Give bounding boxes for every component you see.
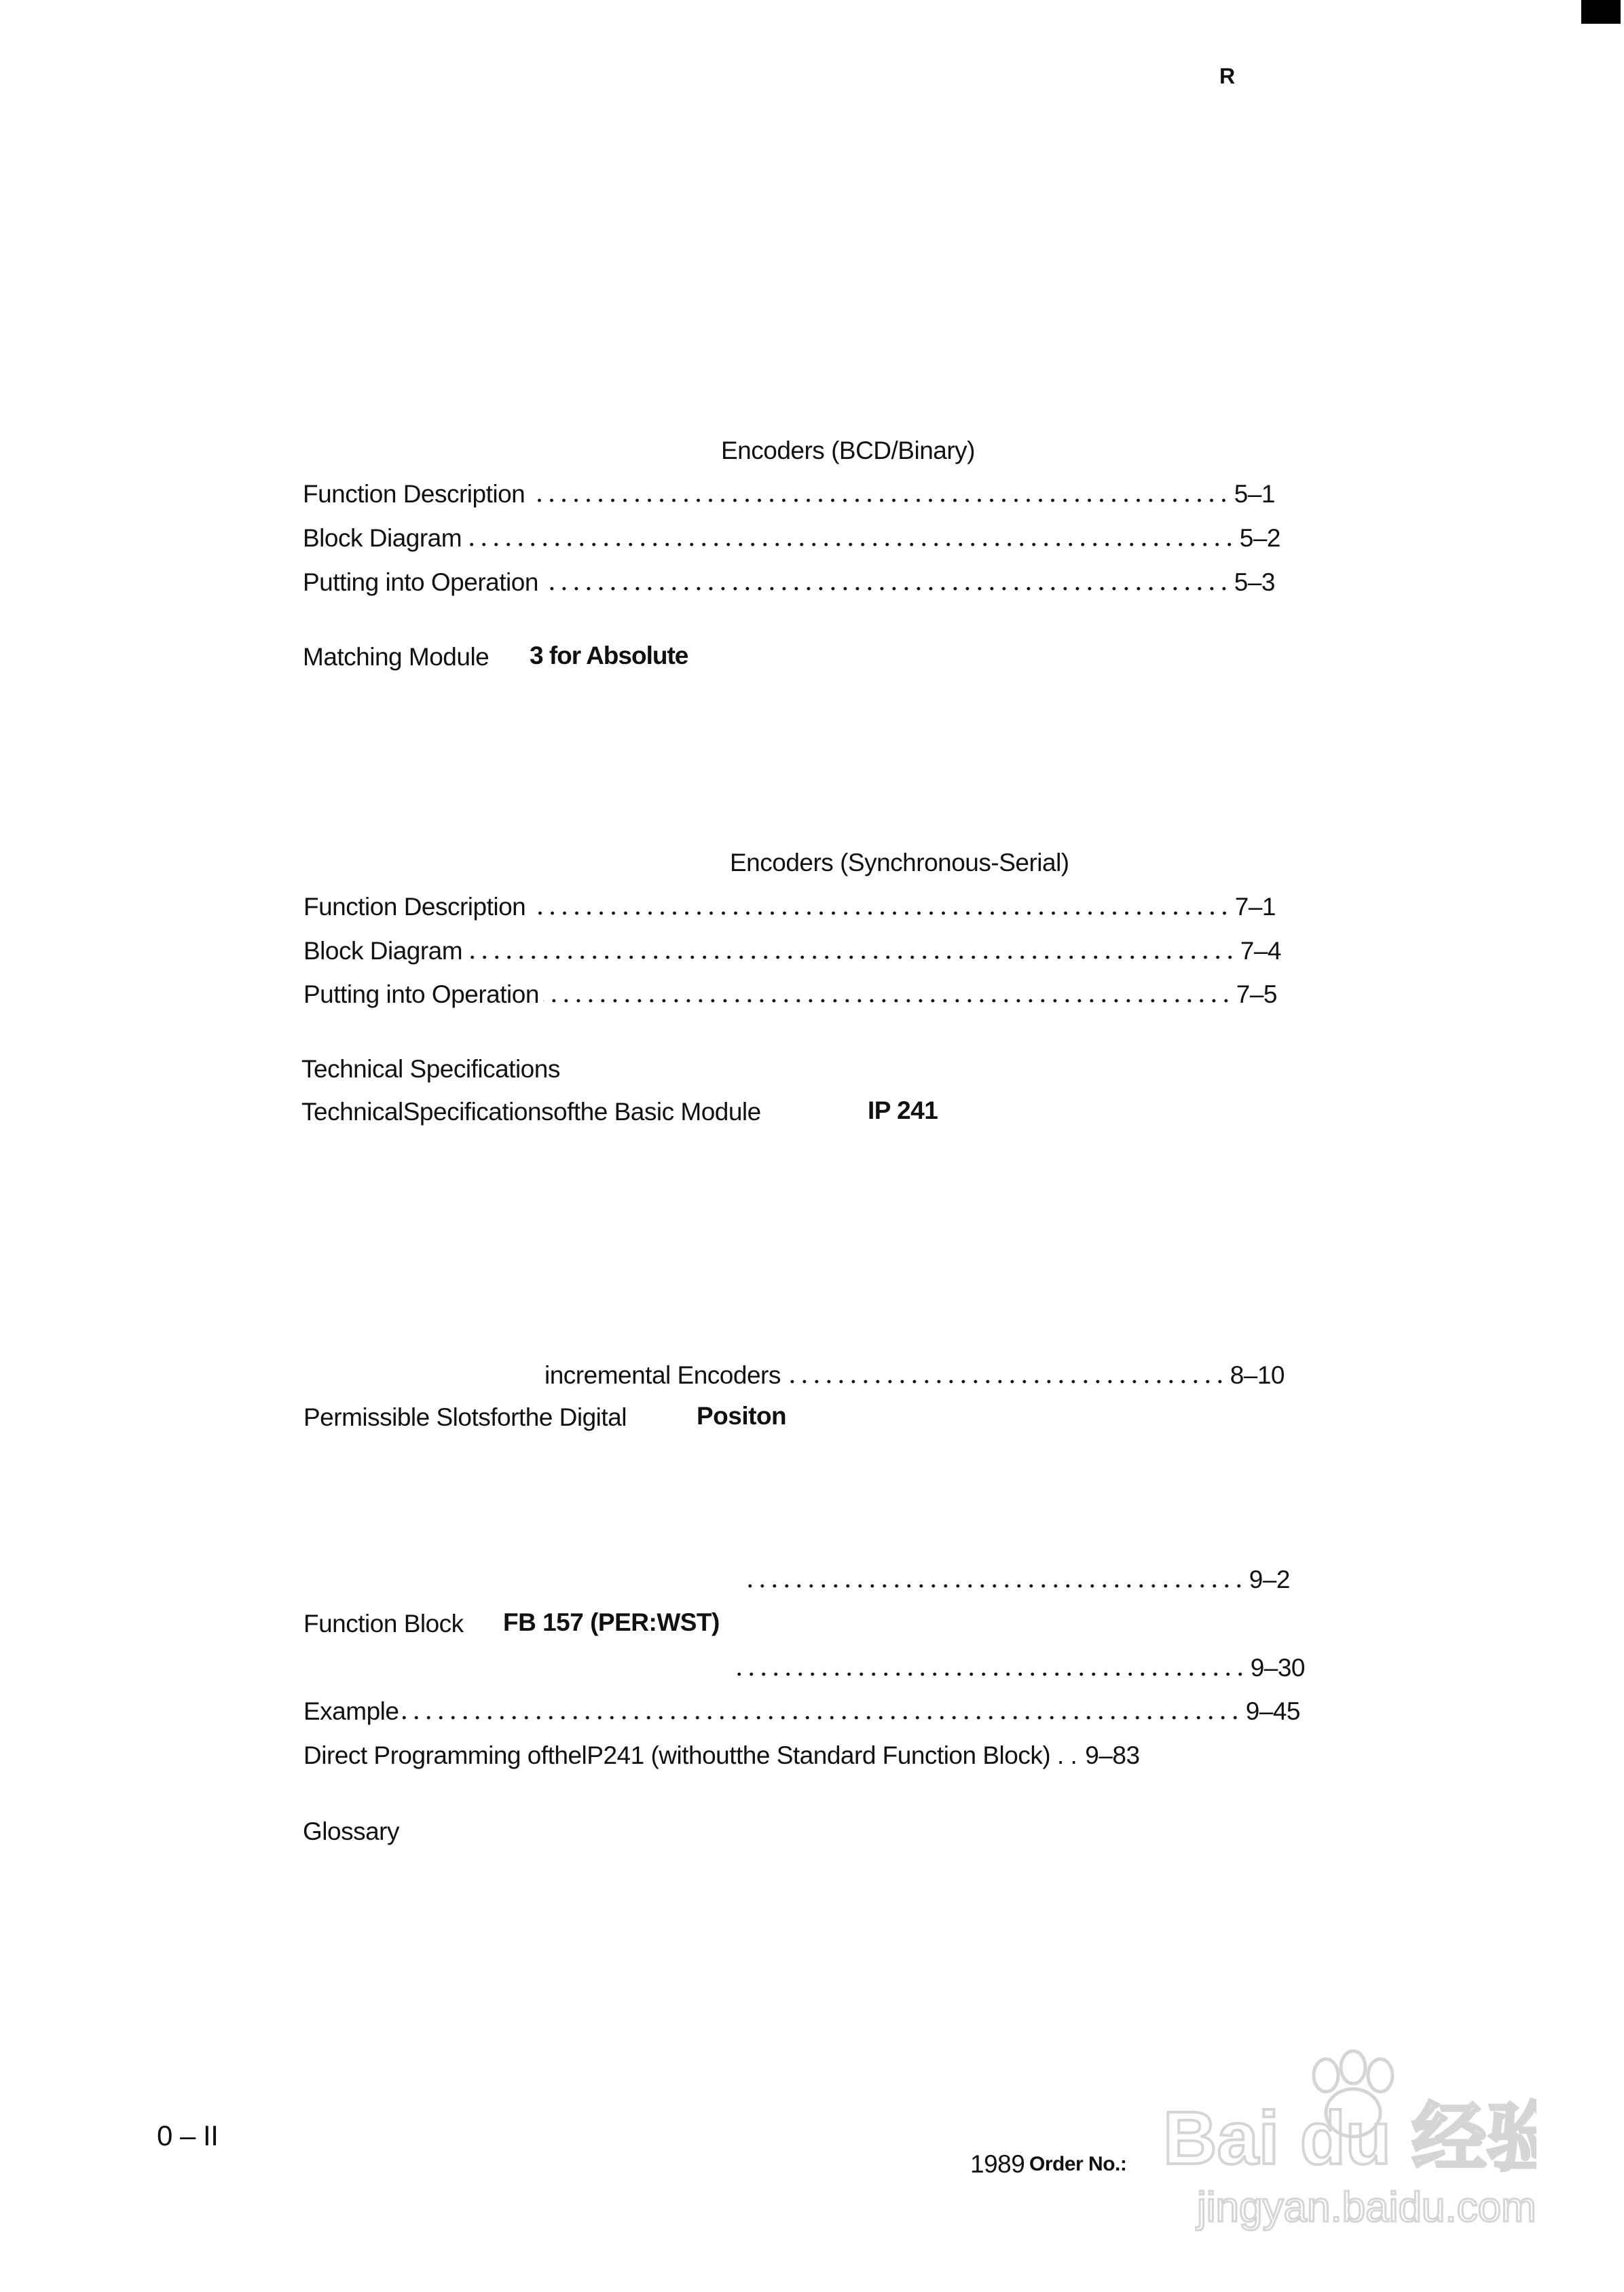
subsection-bold: Positon — [697, 1402, 787, 1430]
toc-entry[interactable] — [545, 1361, 1285, 1390]
dot-leader — [785, 1380, 1226, 1384]
toc-label: Direct Programming ofthelP241 (withoutthe Standard Function Block) . . — [303, 1741, 1077, 1769]
dot-leader — [466, 955, 1236, 959]
scan-corner-mark — [1581, 0, 1621, 24]
section-title: Encoders (Synchronous-Serial) — [730, 849, 1069, 876]
dot-leader — [542, 587, 1230, 591]
dot-leader — [403, 1716, 1241, 1720]
toc-entry[interactable] — [303, 936, 1281, 966]
toc-entry[interactable] — [739, 1565, 1290, 1595]
section-title-plain: Matching Module — [303, 643, 490, 671]
dot-leader — [743, 1584, 1245, 1588]
toc-page: 7–1 — [1234, 893, 1276, 921]
toc-entry[interactable] — [303, 568, 1275, 597]
toc-entry[interactable] — [727, 1653, 1305, 1683]
toc-label: incremental Encoders — [545, 1361, 781, 1389]
subsection-plain: TechnicalSpecificationsofthe Basic Module — [301, 1098, 761, 1126]
page-number: 0 – II — [157, 2120, 219, 2151]
footer-year: 1989 — [970, 2150, 1025, 2178]
section-title: Technical Specifications — [301, 1055, 560, 1083]
subsection-plain: Function Block — [303, 1610, 464, 1638]
toc-page: 5–2 — [1239, 524, 1280, 552]
toc-page: 5–3 — [1234, 568, 1275, 596]
toc-label: Block Diagram — [303, 937, 463, 965]
header-mark: R — [1219, 64, 1235, 88]
toc-page: 7–5 — [1236, 980, 1277, 1008]
svg-text:Bai du 经验: Bai du 经验 — [1163, 2096, 1536, 2180]
toc-entry[interactable] — [303, 1741, 1140, 1771]
toc-label: Block Diagram — [303, 524, 462, 552]
svg-text:jingyan.baidu.com: jingyan.baidu.com — [1197, 2184, 1536, 2231]
toc-label: Putting into Operation — [303, 980, 539, 1008]
subsection-bold: FB 157 (PER:WST) — [503, 1608, 720, 1636]
dot-leader — [530, 911, 1231, 915]
toc-entry[interactable] — [303, 1697, 1300, 1726]
toc-entry[interactable] — [303, 523, 1280, 553]
toc-page: 9–83 — [1085, 1741, 1140, 1769]
toc-page: 9–45 — [1245, 1697, 1300, 1725]
toc-page: 9–30 — [1250, 1654, 1305, 1682]
toc-label: Example — [303, 1697, 399, 1725]
dot-leader — [529, 498, 1230, 502]
glossary-heading: Glossary — [303, 1817, 399, 1845]
toc-label: Function Description — [303, 893, 526, 921]
baidu-watermark — [1156, 2048, 1536, 2232]
toc-page: 8–10 — [1230, 1361, 1285, 1389]
toc-entry[interactable] — [303, 892, 1276, 922]
toc-entry[interactable] — [303, 980, 1277, 1010]
toc-page: 7–4 — [1240, 937, 1281, 965]
subsection-bold: IP 241 — [868, 1096, 938, 1124]
toc-label: Putting into Operation — [303, 568, 538, 596]
toc-page: 5–1 — [1234, 480, 1275, 508]
subsection-plain: Permissible Slotsforthe Digital — [303, 1403, 627, 1431]
baidu-paw-logo-icon — [1156, 2048, 1536, 2232]
toc-entry[interactable] — [303, 479, 1275, 509]
section-title: Encoders (BCD/Binary) — [721, 437, 976, 464]
toc-label: Function Description — [303, 480, 525, 508]
section-title-bold: 3 for Absolute — [530, 642, 688, 669]
dot-leader — [466, 542, 1236, 547]
footer-order-label: Order No.: — [1029, 2153, 1127, 2175]
dot-leader — [543, 999, 1232, 1003]
toc-page: 9–2 — [1249, 1566, 1290, 1593]
dot-leader — [731, 1672, 1247, 1676]
